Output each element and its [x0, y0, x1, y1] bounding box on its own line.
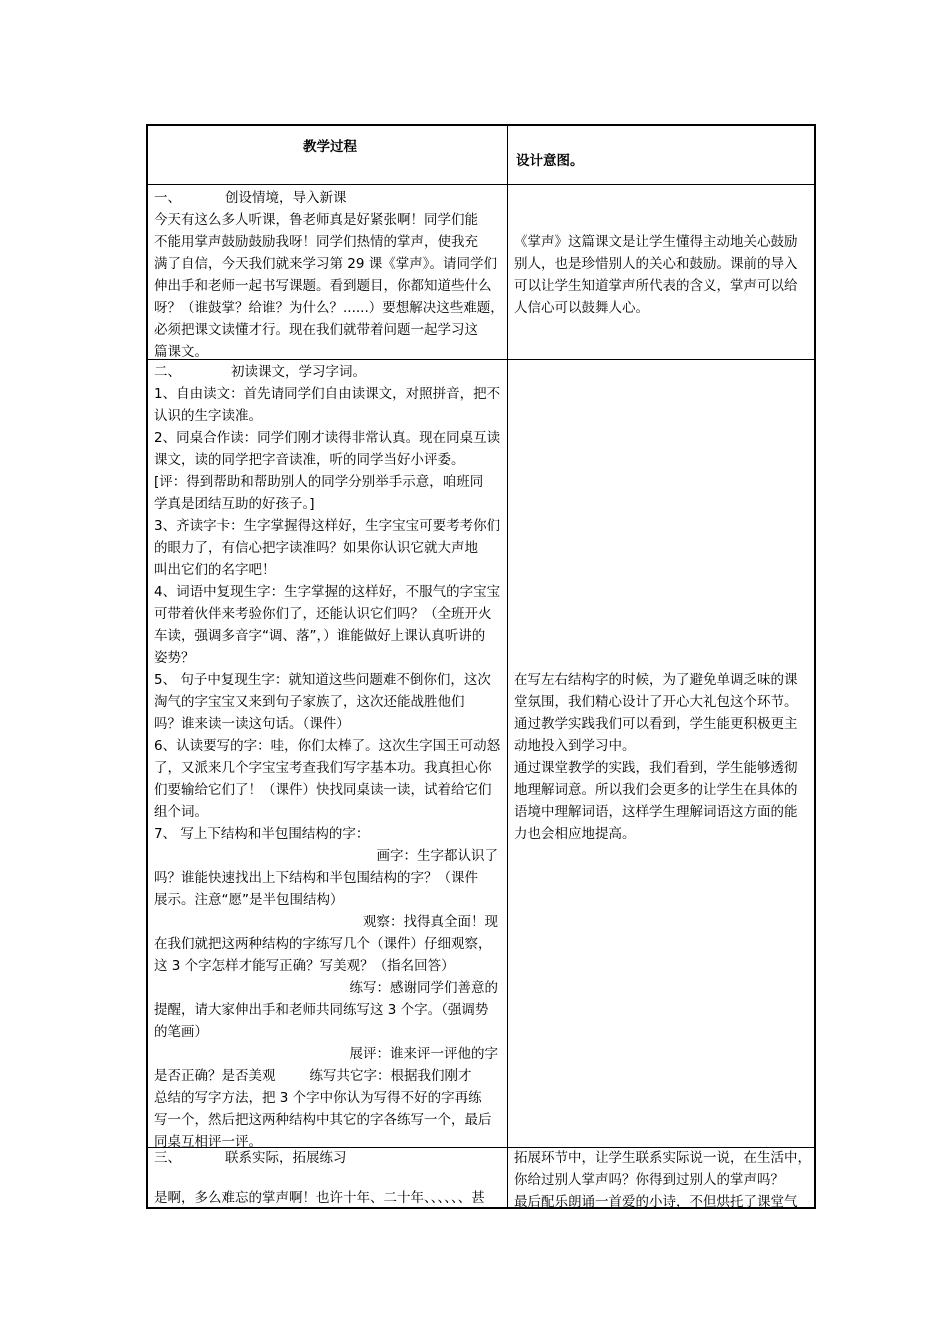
text-line: 提醒，请大家伸出手和老师共同练写这 3 个字。（强调势: [154, 1002, 489, 1018]
text-line: 们要输给它们了！（课件）快找同桌读一读，试着给它们: [154, 782, 492, 798]
text-line: 画字：生字都认识了: [376, 848, 498, 864]
text-line: 吗？谁来读一读这句话。（课件）: [154, 716, 350, 732]
text-line: 在我们就把这两种结构的字练写几个（课件）仔细观察，: [154, 936, 492, 952]
text-line: 5、 句子中复现生字：就知道这些问题难不倒你们，这次: [154, 672, 491, 688]
text-line: 了，又派来几个字宝宝考查我们写字基本功。我真担心你: [154, 760, 492, 776]
text-line: 7、 写上下结构和半包围结构的字：: [154, 826, 370, 842]
text-line: 伸出手和老师一起书写课题。看到题目，你都知道些什么: [154, 278, 492, 294]
section-3-process: [154, 1147, 504, 1209]
section-3-intent: [514, 1147, 814, 1213]
text-line: 姿势？: [154, 650, 195, 666]
text-line: 1、自由读文：首先请同学们自由读课文，对照拼音，把不: [154, 386, 501, 402]
text-line: 通过教学实践我们可以看到，学生能更积极更主: [514, 716, 798, 732]
section-1-title: 一、 创设情境，导入新课: [154, 190, 347, 206]
lesson-plan-table: [146, 124, 816, 1209]
text-line: 写一个，然后把这两种结构中其它的字各练写一个，最后: [154, 1112, 492, 1128]
text-line: 这 3 个字怎样才能写正确？写美观？（指名回答）: [154, 958, 455, 974]
section-1-process: [154, 187, 504, 363]
text-line: 动地投入到学习中。: [514, 738, 636, 754]
text-line: 满了自信，今天我们就来学习第 29 课《掌声》。请同学们: [154, 256, 498, 272]
text-line: 呀？（谁鼓掌？给谁？为什么？......）要想解决这些难题，: [154, 300, 504, 316]
text-line: 篇课文。: [154, 344, 208, 360]
text-line: 的笔画）: [154, 1024, 208, 1040]
section-2-title: 二、 初读课文，学习字词。: [154, 364, 366, 380]
text-line: 是否正确？是否美观 练写共它字：根据我们刚才: [154, 1068, 472, 1084]
text-line: 4、词语中复现生字：生字掌握的这样好，不服气的字宝宝: [154, 584, 501, 600]
text-line: 今天有这么多人听课，鲁老师真是好紧张啊！同学们能: [154, 212, 478, 228]
text-line: 淘气的字宝宝又来到句子家族了，这次还能战胜他们: [154, 694, 465, 710]
text-line: 认识的生字读准。: [154, 408, 262, 424]
text-line: 学真是团结互助的好孩子。]: [154, 496, 315, 512]
text-line: 展评：谁来评一评他的字: [349, 1046, 498, 1062]
text-line: 的眼力了，有信心把字读准吗？如果你认识它就大声地: [154, 540, 478, 556]
text-line: 别人，也是珍惜别人的关心和鼓励。课前的导入: [514, 256, 798, 272]
section-2-process: [154, 361, 504, 1153]
text-line: 堂氛围，我们精心设计了开心大礼包这个环节。: [514, 694, 798, 710]
text-line: 2、同桌合作读：同学们刚才读得非常认真。现在同桌互读: [154, 430, 501, 446]
text-line: 组个词。: [154, 804, 208, 820]
header-teaching-process: 教学过程: [303, 139, 357, 155]
text-line: 车读，强调多音字“调、落”，）谁能做好上课认真听讲的: [154, 628, 486, 644]
text-line: 3、齐读字卡：生字掌握得这样好，生字宝宝可要考考你们: [154, 518, 501, 534]
text-line: 在写左右结构字的时候，为了避免单调乏味的课: [514, 672, 798, 688]
text-line: 最后配乐朗诵一首爱的小诗，不但烘托了课堂气: [514, 1194, 798, 1210]
text-line: 是啊，多么难忘的掌声啊！也许十年、二十年、、、、、、甚: [154, 1190, 485, 1206]
text-line: 观察：找得真全面！现: [363, 914, 498, 930]
text-line: 你给过别人掌声吗？你得到过别人的掌声吗？: [514, 1172, 784, 1188]
text-line: 《掌声》这篇课文是让学生懂得主动地关心鼓励: [514, 234, 798, 250]
section-1-intent: [514, 231, 814, 319]
text-line: 地理解词意。所以我们会更多的让学生在具体的: [514, 782, 798, 798]
text-line: 展示。注意“愿”是半包围结构）: [154, 892, 344, 908]
text-line: 人信心可以鼓舞人心。: [514, 300, 649, 316]
text-line: 同桌互相评一评。: [154, 1134, 262, 1150]
column-divider: [507, 126, 508, 1207]
section-2-intent: [514, 669, 814, 845]
text-line: 语境中理解词语，这样学生理解词语这方面的能: [514, 804, 798, 820]
text-line: [评：得到帮助和帮助别人的同学分别举手示意，咱班同: [154, 474, 484, 490]
text-line: 练写：感谢同学们善意的: [349, 980, 498, 996]
text-line: 课文，读的同学把字音读准，听的同学当好小评委。: [154, 452, 465, 468]
text-line: 通过课堂教学的实践，我们看到，学生能够透彻: [514, 760, 798, 776]
text-line: 6、认读要写的字：哇，你们太棒了。这次生字国王可动怒: [154, 738, 501, 754]
text-line: 可以让学生知道掌声所代表的含义，掌声可以给: [514, 278, 798, 294]
text-line: 力也会相应地提高。: [514, 826, 636, 842]
text-line: 叫出它们的名字吧！: [154, 562, 276, 578]
section-3-title: 三、 联系实际，拓展练习: [154, 1150, 347, 1166]
text-line: 不能用掌声鼓励鼓励我呀！同学们热情的掌声，使我充: [154, 234, 478, 250]
text-line: 拓展环节中，让学生联系实际说一说，在生活中，: [514, 1150, 811, 1166]
text-line: 必须把课文读懂才行。现在我们就带着问题一起学习这: [154, 322, 478, 338]
header-design-intent: 设计意图。: [516, 153, 584, 169]
text-line: 吗？谁能快速找出上下结构和半包围结构的字？（课件: [154, 870, 478, 886]
text-line: 可带着伙伴来考验你们了，还能认识它们吗？（全班开火: [154, 606, 492, 622]
row-divider: [148, 184, 814, 185]
text-line: 总结的写字方法，把 3 个字中你认为写得不好的字再练: [154, 1090, 482, 1106]
